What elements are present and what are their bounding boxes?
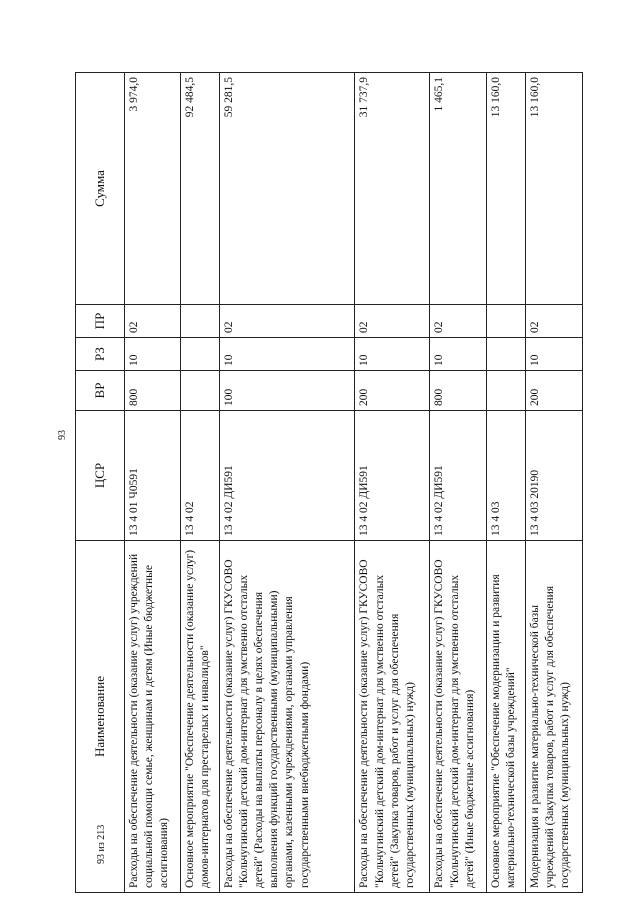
page-number: 93 (57, 430, 68, 440)
page-footer: 93 из 213 (96, 824, 107, 864)
cell-rz: 10 (219, 338, 355, 371)
cell-vr: 200 (525, 371, 582, 411)
cell-vr: 200 (355, 371, 430, 411)
cell-name: Основное мероприятие "Обеспечение деятельности (оказание услуг) домов-интернатов для престарелых и инвалидов" (180, 541, 219, 893)
cell-csr: 13 4 02 ДИ591 (355, 411, 430, 541)
cell-rz (486, 338, 525, 371)
cell-name: Основное мероприятие "Обеспечение модернизации и развития материально-технической базы учреждений" (486, 541, 525, 893)
header-vr: ВР (76, 371, 125, 411)
cell-sum: 13 160,0 (525, 73, 582, 305)
header-rz: РЗ (76, 338, 125, 371)
table-row (525, 73, 582, 893)
cell-sum: 3 974,0 (124, 73, 180, 305)
table-row (486, 73, 525, 893)
header-pr: ПР (76, 305, 125, 338)
cell-vr (486, 371, 525, 411)
header-sum: Сумма (76, 73, 125, 305)
table-row (219, 73, 355, 893)
cell-name: Расходы на обеспечение деятельности (оказание услуг) ГКУСОВО "Кольчугинский детский дом-интернат для умственно отсталых детей" (Расходы на выплаты персоналу в целях обеспечения выполнения функций государственными (муниципальными) органами, казенными учреждениями, органами управления государственными внебюджетными фондами) (219, 541, 355, 893)
header-name: Наименование (76, 541, 125, 893)
cell-vr (180, 371, 219, 411)
cell-rz: 10 (355, 338, 430, 371)
header-csr: ЦСР (76, 411, 125, 541)
table-header-row (76, 73, 125, 893)
cell-rz: 10 (124, 338, 180, 371)
cell-csr: 13 4 03 (486, 411, 525, 541)
cell-pr (180, 305, 219, 338)
cell-pr: 02 (525, 305, 582, 338)
cell-pr: 02 (355, 305, 430, 338)
cell-csr: 13 4 03 20190 (525, 411, 582, 541)
table-row (430, 73, 486, 893)
cell-name: Расходы на обеспечение деятельности (оказание услуг) учреждений социальной помощи семье, женщинам и детям (Иные бюджетные ассигнования) (124, 541, 180, 893)
cell-sum: 13 160,0 (486, 73, 525, 305)
cell-pr: 02 (124, 305, 180, 338)
budget-table-container (75, 73, 583, 893)
table-row (180, 73, 219, 893)
cell-csr: 13 4 01 Ч0591 (124, 411, 180, 541)
cell-vr: 100 (219, 371, 355, 411)
cell-name: Расходы на обеспечение деятельности (оказание услуг) ГКУСОВО "Кольчугинский детский дом-интернат для умственно отсталых детей" (Закупка товаров, работ и услуг для обеспечения государственных (муниципальных) нужд) (355, 541, 430, 893)
cell-pr (486, 305, 525, 338)
cell-name: Расходы на обеспечение деятельности (оказание услуг) ГКУСОВО "Кольчугинский детский дом-интернат для умственно отсталых детей" (Иные бюджетные ассигнования) (430, 541, 486, 893)
cell-sum: 59 281,5 (219, 73, 355, 305)
cell-csr: 13 4 02 (180, 411, 219, 541)
cell-sum: 1 465,1 (430, 73, 486, 305)
cell-sum: 31 737,9 (355, 73, 430, 305)
cell-csr: 13 4 02 ДИ591 (219, 411, 355, 541)
table-row (355, 73, 430, 893)
cell-pr: 02 (219, 305, 355, 338)
cell-rz (180, 338, 219, 371)
cell-rz: 10 (430, 338, 486, 371)
budget-table (75, 72, 583, 893)
cell-vr: 800 (124, 371, 180, 411)
cell-rz: 10 (525, 338, 582, 371)
table-row (124, 73, 180, 893)
cell-name: Модернизация и развитие материально-технической базы учреждений (Закупка товаров, работ и услуг для обеспечения государственных (муниципальных) нужд) (525, 541, 582, 893)
cell-csr: 13 4 02 ДИ591 (430, 411, 486, 541)
cell-vr: 800 (430, 371, 486, 411)
cell-sum: 92 484,5 (180, 73, 219, 305)
cell-pr: 02 (430, 305, 486, 338)
